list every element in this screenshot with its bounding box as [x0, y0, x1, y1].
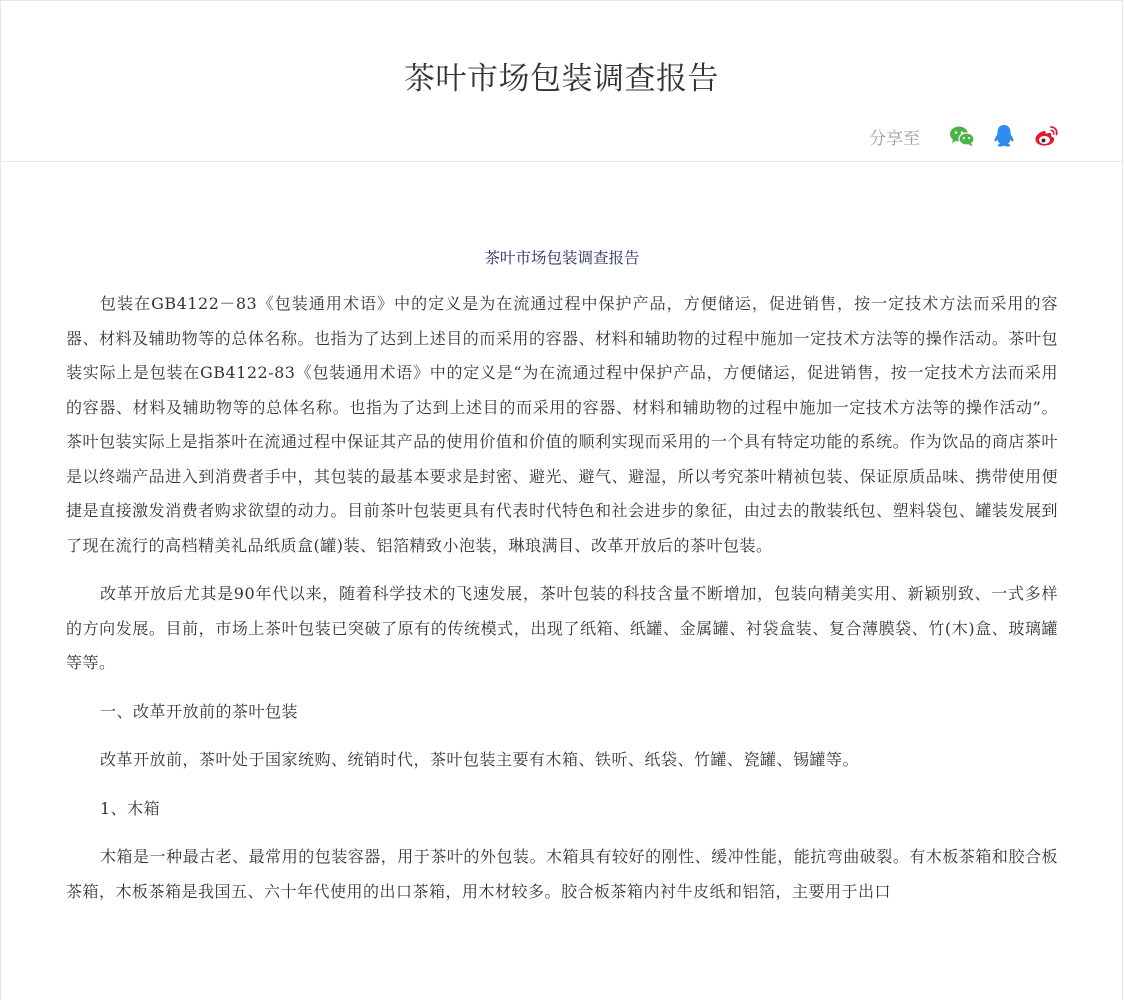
paragraph: 包装在GB4122－83《包装通用术语》中的定义是为在流通过程中保护产品，方便储运，促进销售，按一定技术方法而采用的容器、材料及辅助物等的总体名称。也指为了达到上述目的而采用的容器、材料和辅助物的过程中施加一定技术方法等的操作活动。茶叶包装实际上是包装在GB4122-83《包装通用术语》中的定义是“为在流通过程中保护产品，方便储运，促进销售，按一定技术方法而采用的容器、材料及辅助物等的总体名称。也指为了达到上述目的而采用的容器、材料和辅助物的过程中施加一定技术方法等的操作活动”。茶叶包装实际上是指茶叶在流通过程中保证其产品的使用价值和价值的顺利实现而采用的一个具有特定功能的系统。作为饮品的商店茶叶是以终端产品进入到消费者手中，其包装的最基本要求是封密、避光、避气、避湿，所以考究茶叶精祯包装、保证原质品味、携带使用便捷是直接激发消费者购求欲望的动力。目前茶叶包装更具有代表时代特色和社会进步的象征，由过去的散装纸包、塑料袋包、罐装发展到了现在流行的高档精美礼品纸质盒(罐)装、铝箔精致小泡装，琳琅满目、改革开放后的茶叶包装。 [66, 294, 1058, 555]
page-header [1, 1, 1122, 162]
section-heading: 一、改革开放前的茶叶包装 [100, 701, 299, 721]
article-body [66, 241, 1058, 923]
weibo-icon[interactable] [1032, 122, 1060, 150]
paragraph: 木箱是一种最古老、最常用的包装容器，用于茶叶的外包装。木箱具有较好的刚性、缓冲性能，能抗弯曲破裂。有木板茶箱和胶合板茶箱，木板茶箱是我国五、六十年代使用的出口茶箱，用木材较多。胶合板茶箱内衬牛皮纸和铝箔，主要用于出口 [66, 847, 1058, 901]
share-label: 分享至 [869, 128, 920, 149]
qq-icon[interactable] [990, 122, 1018, 150]
share-bar [869, 121, 1060, 151]
article-title: 茶叶市场包装调查报告 [484, 249, 640, 267]
paragraph: 改革开放后尤其是90年代以来，随着科学技术的飞速发展，茶叶包装的科技含量不断增加，包装向精美实用、新颖别致、一式多样的方向发展。目前，市场上茶叶包装已突破了原有的传统模式，出现了纸箱、纸罐、金属罐、衬袋盒装、复合薄膜袋、竹(木)盒、玻璃罐等等。 [66, 584, 1058, 672]
subsection-heading: 1、木箱 [100, 798, 161, 818]
paragraph: 改革开放前，茶叶处于国家统购、统销时代，茶叶包装主要有木箱、铁听、纸袋、竹罐、瓷罐、锡罐等。 [100, 750, 860, 769]
wechat-icon[interactable] [948, 122, 976, 150]
page-title: 茶叶市场包装调查报告 [404, 61, 719, 97]
